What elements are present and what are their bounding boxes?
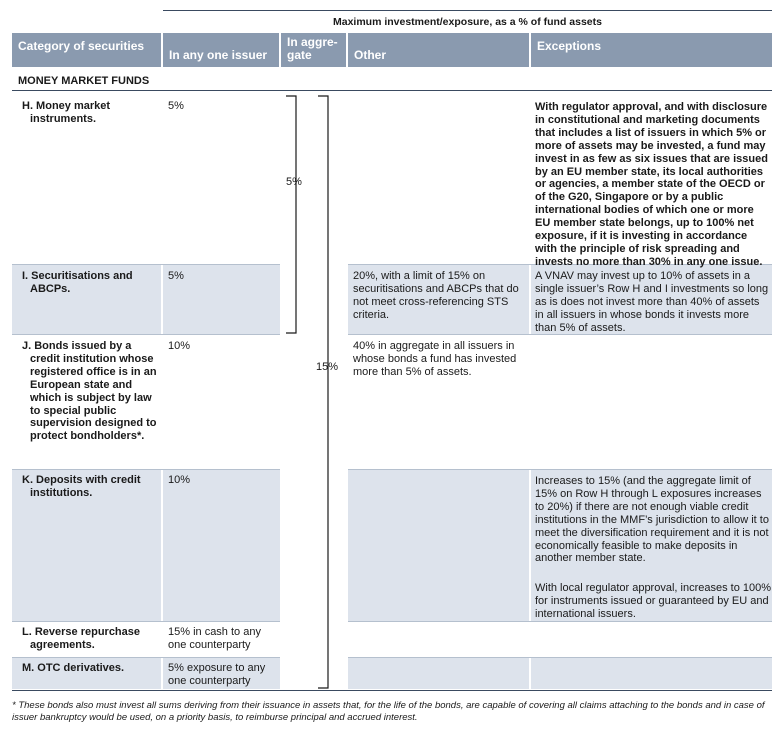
row-separator	[12, 334, 280, 335]
row-m-issuer: 5% exposure to any one counterparty	[168, 662, 266, 687]
row-separator	[348, 469, 772, 470]
footnote: * These bonds also must invest all sums deriving from their issuance in assets that, for the life of the bonds, are capable of covering all claims attaching to the bonds and in case of issuer bankruptcy would be used, on a priority basis, to reimburse principal and accrued interest.	[12, 700, 765, 723]
row-h-exceptions: With regulator approval, and with disclosure in constitutional and marketing documents that includes a list of issuers in which 5% or more of assets may be invested, a fund may invest in as few as six issues that are issued by an EU member state, its local authorities or agencies, a member state of the OECD or of the G20, Singapore or by a public international bodies of which one or more EU member state belongs, up to 100% net exposure, if it is investing in accordance with the principle of risk spreading and invests no more than 30% in any one issue.	[535, 101, 768, 268]
gutter	[529, 470, 531, 621]
column-header-exceptions: Exceptions	[531, 33, 772, 67]
row-m-category: M. OTC derivatives.	[22, 662, 125, 674]
inner-bracket	[286, 96, 296, 333]
row-separator	[12, 621, 280, 622]
outer-bracket	[318, 96, 328, 688]
row-l-category: L. Reverse repurchase agreements.	[22, 626, 141, 651]
row-separator	[12, 264, 280, 265]
column-header-category: Category of securities	[12, 33, 161, 67]
gutter	[529, 265, 531, 334]
row-separator	[348, 657, 772, 658]
row-separator	[12, 657, 280, 658]
row-k-exceptions-2: With local regulator approval, increases to 100% for instruments issued or guaranteed by EU and international issuers.	[535, 582, 772, 620]
row-separator	[348, 621, 772, 622]
row-j-issuer: 10%	[168, 340, 191, 352]
row-separator	[12, 469, 280, 470]
inner-bracket-label: 5%	[286, 176, 302, 188]
row-m-shade-right	[348, 658, 772, 689]
row-k-category: K. Deposits with credit institutions.	[22, 474, 141, 499]
row-k-issuer: 10%	[168, 474, 191, 486]
gutter	[529, 658, 531, 689]
table-supertitle: Maximum investment/exposure, as a % of fund assets	[332, 16, 602, 28]
column-header-aggregate: In aggre- gate	[281, 33, 346, 67]
section-rule	[12, 90, 772, 91]
outer-bracket-label: 15%	[316, 361, 339, 373]
column-header-issuer: In any one issuer	[163, 33, 279, 67]
row-j-category: J. Bonds issued by a credit institution whose registered office is in an European state and which is subject by law to special public supervision designed to protect bondholders*.	[22, 340, 157, 443]
top-rule	[163, 10, 772, 11]
table-bottom-rule	[12, 690, 772, 691]
row-h-category: H. Money market instruments.	[22, 100, 111, 125]
row-l-issuer: 15% in cash to any one counterparty	[168, 626, 261, 651]
row-k-exceptions-1: Increases to 15% (and the aggregate limit of 15% on Row H through L exposures increases to 20%) if there are not enough viable credit institutions in the MMF’s jurisdiction to allow it to meet the diversification requirement and it is not economically feasible to make deposits in another member state.	[535, 475, 769, 565]
column-header-other: Other	[348, 33, 529, 67]
row-i-issuer: 5%	[168, 270, 184, 282]
row-i-other: 20%, with a limit of 15% on securitisations and ABCPs that do not meet cross-referencing STS criteria.	[353, 270, 519, 321]
row-i-exceptions: A VNAV may invest up to 10% of assets in a single issuer’s Row H and I investments so long as is does not invest more than 40% of assets in all issuers in whose bonds it invests more than 5% of assets.	[535, 270, 769, 334]
row-i-category: I. Securitisations and ABCPs.	[22, 270, 133, 295]
row-h-issuer: 5%	[168, 100, 184, 112]
section-title: MONEY MARKET FUNDS	[18, 75, 150, 87]
row-j-other: 40% in aggregate in all issuers in whose bonds a fund has invested more than 5% of assets.	[353, 340, 517, 378]
